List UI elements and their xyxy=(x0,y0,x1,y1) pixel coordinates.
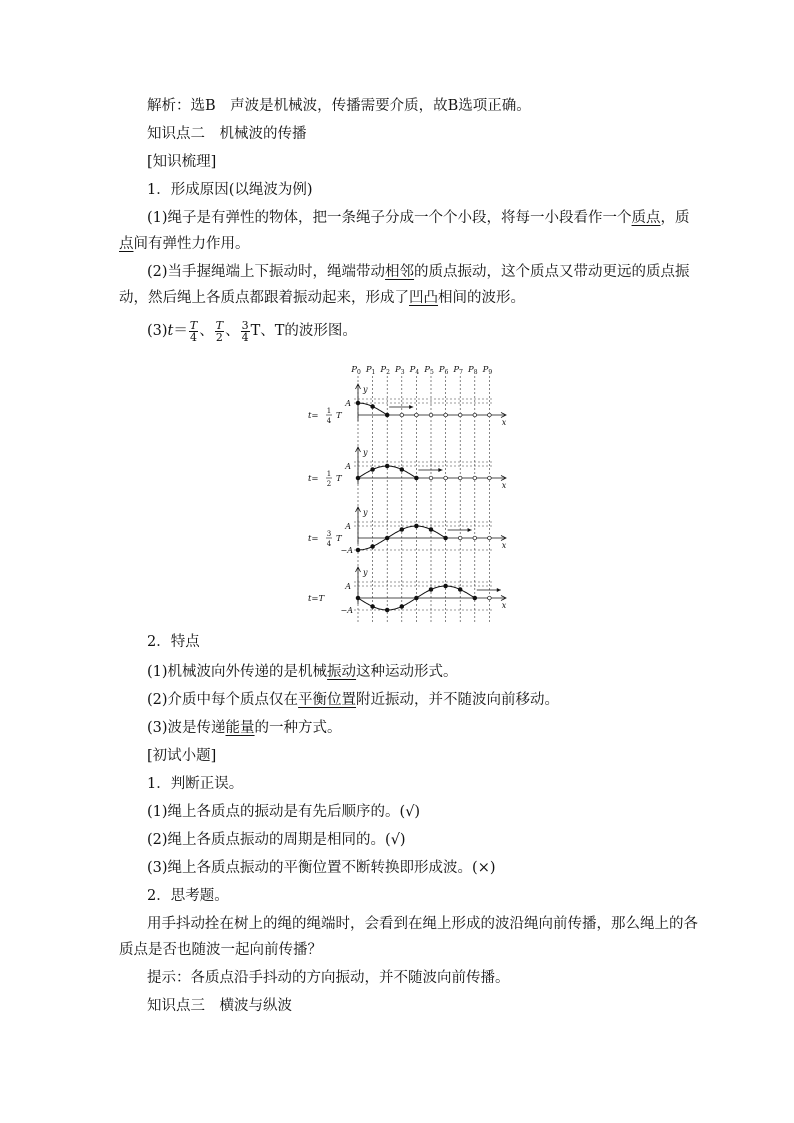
item-heading-2: 2．特点 xyxy=(147,634,200,650)
fraction-3-4: $\frac{3}{4}$ xyxy=(241,318,249,344)
underline-zhidian: 质点 xyxy=(631,210,661,226)
judge-heading: 1．判断正误。 xyxy=(147,776,244,792)
underline-pinghengweizhi: 平衡位置 xyxy=(298,692,357,708)
judge-item-1: (1)绳上各质点的振动是有先后顺序的。(√) xyxy=(147,804,421,820)
time-num-0: 1 xyxy=(326,407,332,415)
particle-0-3 xyxy=(400,413,404,417)
underline-zhendong: 振动 xyxy=(327,664,357,680)
practice-heading: [初试小题] xyxy=(147,748,217,764)
prop-arrowhead-3 xyxy=(497,588,501,592)
amp-label-2: A xyxy=(345,522,351,531)
particle-3-4 xyxy=(415,596,419,600)
point-label-9: $P_9$ xyxy=(482,365,493,376)
particle-1-3 xyxy=(400,468,404,472)
particle-3-2 xyxy=(385,608,389,612)
para-1-line-1: (1)绳子是有弹性的物体，把一条绳子分成一个个小段，将每一小段看作一个质点，质 xyxy=(147,210,690,226)
think-question-line-2: 质点是否也随波一起向前传播？ xyxy=(119,942,322,958)
underline-aotu: 凹凸 xyxy=(409,290,438,306)
particle-2-5 xyxy=(429,528,433,532)
time-T-0: T xyxy=(336,411,342,421)
para-1-line-2: 点间有弹性力作用。 xyxy=(119,236,250,252)
time-label-1: t= xyxy=(308,474,319,484)
particle-2-1 xyxy=(371,545,375,549)
underline-nengliang: 能量 xyxy=(225,720,255,736)
x-label-2: x xyxy=(501,541,507,550)
amp-label-0: A xyxy=(345,399,351,408)
judge-item-2: (2)绳上各质点振动的周期是相同的。(√) xyxy=(147,832,406,848)
prop-arrowhead-1 xyxy=(438,468,442,472)
point-label-3: $P_3$ xyxy=(395,365,405,376)
x-label-1: x xyxy=(501,481,507,490)
particle-1-4 xyxy=(415,476,419,480)
hint-line: 提示：各质点沿手抖动的方向振动，并不随波向前传播。 xyxy=(147,970,510,986)
particle-2-3 xyxy=(400,528,404,532)
time-label-3: t=T xyxy=(308,594,325,604)
particle-0-9 xyxy=(488,413,492,417)
y-label-3: y xyxy=(363,568,368,577)
particle-3-9 xyxy=(488,596,492,600)
particle-3-8 xyxy=(473,596,477,600)
particle-2-7 xyxy=(458,536,462,540)
particle-1-2 xyxy=(385,464,389,468)
prop-arrowhead-0 xyxy=(409,405,413,409)
particle-2-8 xyxy=(473,536,477,540)
particle-1-0 xyxy=(356,476,360,480)
point-label-2: $P_2$ xyxy=(380,365,390,376)
time-label-2: t= xyxy=(308,534,319,544)
x-label-3: x xyxy=(501,601,507,610)
negamp-label-3: −A xyxy=(340,606,353,615)
time-T-1: T xyxy=(336,474,342,484)
particle-0-5 xyxy=(429,413,433,417)
section-heading-3: 知识点三 横波与纵波 xyxy=(147,998,292,1014)
feature-3: (3)波是传递能量的一种方式。 xyxy=(147,720,342,736)
feature-2: (2)介质中每个质点仅在平衡位置附近振动，并不随波向前移动。 xyxy=(147,692,560,708)
amp-label-3: A xyxy=(345,582,351,591)
time-label-0: t= xyxy=(308,411,319,421)
particle-1-5 xyxy=(429,476,433,480)
y-label-0: y xyxy=(363,385,368,394)
particle-1-7 xyxy=(458,476,462,480)
para-3-line: (3)t＝ $\frac{T}{4}$ 、 $\frac{T}{2}$ 、 $\frac{3}{4}$ T、T的波形图。 xyxy=(147,318,357,344)
fraction-t-4: $\frac{T}{4}$ xyxy=(189,318,198,344)
point-label-7: $P_7$ xyxy=(453,365,463,376)
particle-1-9 xyxy=(488,476,492,480)
amp-label-1: A xyxy=(345,462,351,471)
particle-3-3 xyxy=(400,605,404,609)
para-2-line-2: 动，然后绳上各质点都跟着振动起来，形成了凹凸相间的波形。 xyxy=(119,290,525,306)
particle-3-0 xyxy=(356,596,360,600)
particle-3-1 xyxy=(371,605,375,609)
point-label-5: $P_5$ xyxy=(424,365,434,376)
time-T-2: T xyxy=(336,534,342,544)
point-label-1: $P_1$ xyxy=(365,365,376,376)
think-heading: 2．思考题。 xyxy=(147,888,229,904)
particle-3-5 xyxy=(429,588,433,592)
section-heading-2: 知识点二 机械波的传播 xyxy=(147,126,307,142)
point-label-6: $P_6$ xyxy=(438,365,449,376)
particle-0-4 xyxy=(415,413,419,417)
point-label-0: $P_0$ xyxy=(351,365,361,376)
y-label-2: y xyxy=(363,508,368,517)
time-den-1: 2 xyxy=(326,480,332,488)
particle-3-7 xyxy=(458,588,462,592)
prop-arrowhead-2 xyxy=(468,528,472,532)
particle-0-1 xyxy=(371,405,375,409)
particle-1-6 xyxy=(444,476,448,480)
particle-2-6 xyxy=(444,536,448,540)
particle-0-0 xyxy=(356,401,360,405)
particle-1-8 xyxy=(473,476,477,480)
time-num-2: 3 xyxy=(326,530,332,538)
wave-diagram xyxy=(306,360,516,622)
underline-dian: 点 xyxy=(119,236,134,252)
particle-0-2 xyxy=(385,413,389,417)
knowledge-heading: [知识梳理] xyxy=(147,154,217,170)
item-heading-1: 1．形成原因(以绳波为例) xyxy=(147,182,313,198)
x-label-0: x xyxy=(501,418,507,427)
judge-item-3: (3)绳上各质点振动的平衡位置不断转换即形成波。(×) xyxy=(147,860,496,876)
point-label-8: $P_8$ xyxy=(468,365,478,376)
wave-figure xyxy=(306,360,516,626)
point-label-4: $P_4$ xyxy=(409,365,420,376)
particle-2-2 xyxy=(385,536,389,540)
y-label-1: y xyxy=(363,448,368,457)
feature-1: (1)机械波向外传递的是机械振动这种运动形式。 xyxy=(147,664,458,680)
negamp-label-2: −A xyxy=(340,546,353,555)
time-den-0: 4 xyxy=(326,417,332,425)
particle-1-1 xyxy=(371,468,375,472)
particle-0-8 xyxy=(473,413,477,417)
answer-line: 解析：选B 声波是机械波，传播需要介质，故B选项正确。 xyxy=(147,98,531,114)
particle-2-0 xyxy=(356,548,360,552)
particle-2-4 xyxy=(415,524,419,528)
underline-xianglin: 相邻 xyxy=(385,264,415,280)
time-num-1: 1 xyxy=(326,470,332,478)
fraction-t-2: $\frac{T}{2}$ xyxy=(215,318,224,344)
think-question-line-1: 用手抖动拴在树上的绳的绳端时，会看到在绳上形成的波沿绳向前传播，那么绳上的各 xyxy=(147,916,698,932)
particle-2-9 xyxy=(488,536,492,540)
particle-0-6 xyxy=(444,413,448,417)
time-den-2: 4 xyxy=(326,540,332,548)
particle-0-7 xyxy=(458,413,462,417)
para-2-line-1: (2)当手握绳端上下振动时，绳端带动相邻的质点振动，这个质点又带动更远的质点振 xyxy=(147,264,690,280)
particle-3-6 xyxy=(444,584,448,588)
